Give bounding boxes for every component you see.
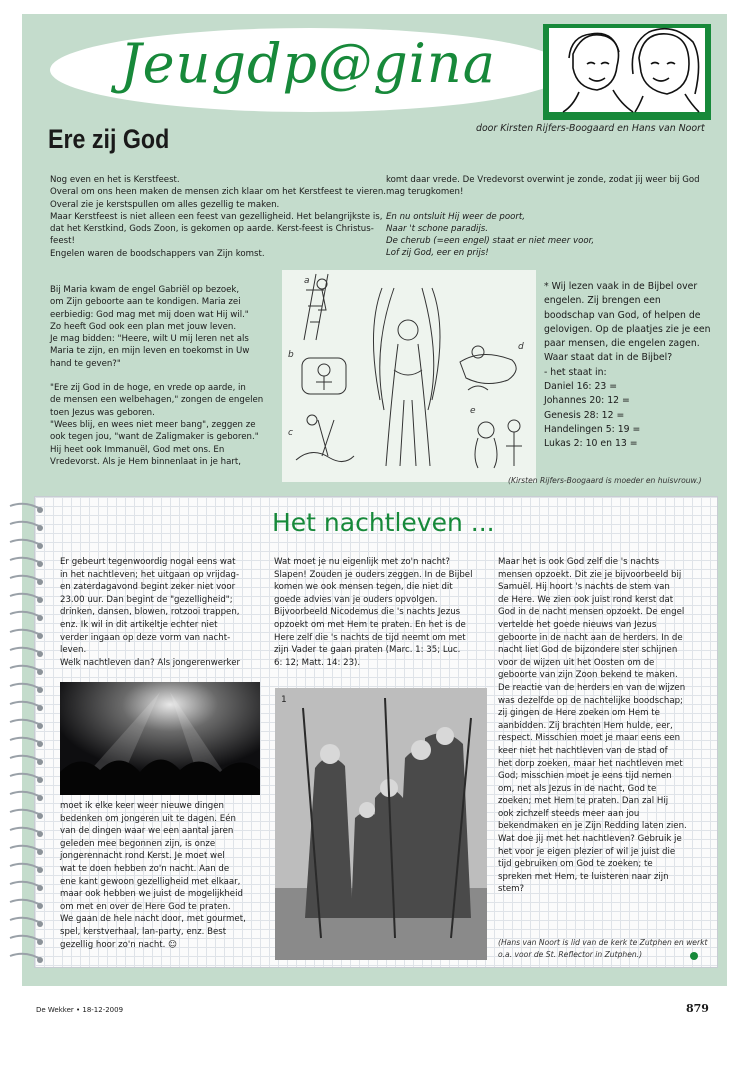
sidebar-intro: * Wij lezen vaak in de Bijbel over engelen. Zij brengen een boodschap van God, of helpen de gelovigen. Op de plaatjes zie je een paar mensen, die engelen zagen. Waar staat dat in de Bijbel? - het staat in: [544,281,711,378]
reference-item: Johannes 20: 12 = [544,395,630,407]
column2-paragraph: komt daar vrede. De Vredevorst overwint je zonde, zodat jij weer bij God mag terugkomen! [386,175,700,198]
column1-paragraph-b: moet ik elke keer weer nieuwe dingen bedenken om jongeren uit te dagen. Eén van de dingen waar we een aantal jaren geleden mee begonnen zijn, is onze jongerennacht rond Kerst. Je moet wel wat te doen hebben zo'n nacht. Aan de ene kant gewoon gezelligheid met elkaar, maar ook hebben we juist de mogelijkheid om met en over de Here God te praten. We gaan de hele nacht door, met gourmet, spel, kerstverhaal, lan-party, enz. Best gezellig hoor zo'n nacht. ☺ [60,801,246,950]
illustration-label-d: d [518,342,524,352]
reference-item: Handelingen 5: 19 = [544,423,641,435]
angels-illustration [282,270,536,482]
article-byline: door Kirsten Rijfers-Boogaard en Hans van Noort [476,123,705,134]
footer-publication: De Wekker • 18-12-2009 [36,1006,124,1014]
poem: En nu ontsluit Hij weer de poort, Naar 't schone paradijs. De cherub (=een engel) staat er niet meer voor, Lof zij God, eer en prijs! [386,211,595,259]
article2-column1-top [60,556,270,669]
page-title: Jeugdp@gina [120,32,496,95]
bible-reference-sidebar [544,280,714,452]
article2-column1-bottom [60,800,270,951]
author-credit: (Kirsten Rijfers-Boogaard is moeder en huisvrouw.) [508,476,702,485]
intro-paragraph: Nog even en het is Kerstfeest. Overal om ons heen maken de mensen zich klaar om het Kerstfeest te vieren. Overal zie je kerstspullen om alles gezellig te maken. Maar Kerstfeest is niet alleen een feest van gezelligheid. Het belangrijkste is, dat het Kerstkind, Gods Zoon, is gekomen op aarde. Kerst-feest is Christus-feest! Engelen waren de boodschappers van Zijn komst. [50,175,386,259]
illustration-label-a: a [304,276,310,286]
spiral-binding [6,500,46,970]
article2-title: Het nachtleven ... [272,508,495,537]
shepherds-illustration [275,688,487,960]
column1-paragraph-a: Er gebeurt tegenwoordig nogal eens wat in het nachtleven; het uitgaan op vrijdag- en zaterdagavond begint zeker niet voor 23.00 uur. Dan begint de "gezelligheid"; drinken, dansen, blowen, rotzooi trappen, enz. Ik wil in dit artikeltje echter niet verder ingaan op deze vorm van nacht- leven. Welk nachtleven dan? Als jongerenwerker [60,557,241,668]
article2-column2 [274,556,494,669]
reference-item: Lukas 2: 10 en 13 = [544,438,638,450]
illustration-number: 1 [281,695,287,705]
illustration-label-c: c [288,428,293,438]
authors-portrait [543,24,711,120]
illustration-label-e: e [470,406,476,416]
reference-item: Genesis 28: 12 = [544,409,625,421]
article1-column2 [386,174,716,260]
article2-column3 [498,556,720,896]
article-title: Ere zij God [48,124,170,154]
column2-paragraph: Wat moet je nu eigenlijk met zo'n nacht? Slapen! Zouden je ouders zeggen. In de Bijbel komen we ook mensen tegen, die niet dit goede advies van je ouders opvolgen. Bijvoorbeeld Nicodemus die 's nachts Jezus opzoekt om met Hem te praten. En het is de Here zelf die 's nachts de tijd neemt om met zijn Vader te gaan praten (Marc. 1: 35; Luc. 6: 12; Matt. 14: 23). [274,557,473,668]
illustration-label-b: b [288,350,294,360]
body-paragraph-a: Bij Maria kwam de engel Gabriël op bezoek, om Zijn geboorte aan te kondigen. Maria zei eerbiedig: God mag met mij doen wat Hij wil." Zo heeft God ook een plan met jouw leven. Je mag bidden: "Heere, wilt U mij leren net als Maria te zijn, en mijn leven en toekomst in Uw hand te geven?" [50,285,250,369]
end-mark-icon [690,952,698,960]
body-paragraph-b: "Ere zij God in de hoge, en vrede op aarde, in de mensen een welbehagen," zongen de engelen toen Jezus was geboren. "Wees blij, en wees niet meer bang", zeggen ze ook tegen jou, "want de Zaligmaker is geboren." Hij heet ook Immanuël, God met ons. En Vredevorst. Als je Hem binnenlaat in je hart, [50,383,264,467]
column3-paragraph: Maar het is ook God zelf die 's nachts mensen opzoekt. Dit zie je bijvoorbeeld bij Samuël. Hij hoort 's nachts de stem van de Here. We zien ook juist rond kerst dat God in de nacht mensen opzoekt. De engel vertelde het goede nieuws van Jezus geboorte in de nacht aan de herders. In de nacht liet God de bijzondere ster schijnen voor de wijzen uit het Oosten om de geboorte van zijn Zoon bekend te maken. De reactie van de herders en van de wijzen was dezelfde op de nachtelijke boodschap; zij gingen de Here zoeken om Hem te aanbidden. Zij brachten Hem hulde, eer, respect. Misschien moet je maar eens een keer niet het nachtleven van de stad of het dorp zoeken, maar het nachtleven met God; misschien moet je eens tijd nemen om, net als Jezus in de nacht, God te zoeken; met Hem te praten. Dan zal Hij ook zichzelf steeds meer aan jou bekendmaken en je Zijn Redding laten zien. Wat doe jij met het nachtleven? Gebruik je het voor je eigen plezier of wil je juist die tijd gebruiken om God te zoeken; te spreken met Hem, te luisteren naar zijn stem? [498,557,687,895]
article1-intro [50,174,386,260]
concert-photo [60,682,260,795]
reference-item: Daniel 16: 23 = [544,381,618,393]
author-credit-2: (Hans van Noort is lid van de kerk te Zutphen en werkt o.a. voor de St. Reflector in Zutphen.) [498,938,708,959]
page-number: 879 [686,1002,709,1015]
article1-column1-body [50,284,286,468]
